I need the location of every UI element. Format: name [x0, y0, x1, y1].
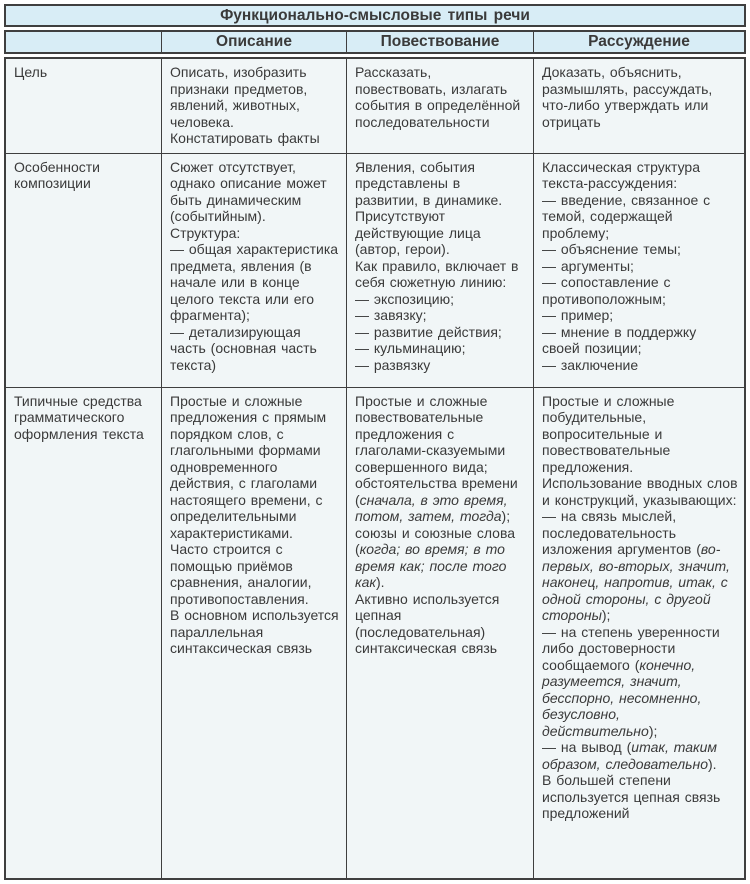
paragraph: — детализирующая часть (основная часть текста)	[170, 323, 317, 373]
cell-goal-description	[162, 59, 347, 154]
column-header-row	[4, 30, 746, 54]
cell-grammar-description	[162, 388, 347, 878]
paragraph: Структура:	[170, 224, 241, 241]
paragraph: — сопоставление с противоположным;	[542, 274, 671, 307]
paragraph: Сюжет отсутствует, однако описание может быть динамическим (событийным).	[170, 158, 327, 225]
paragraph: Активно используется цепная (последовательная) синтаксическая связь	[355, 590, 500, 657]
paragraph: Описать, изобразить признаки предметов, явлений, животных, человека. Констатировать факты	[170, 64, 320, 147]
paragraph: Присутствуют действующие лица (автор, герои).	[355, 208, 481, 258]
table-body	[4, 57, 746, 880]
paragraph: — объяснение темы;	[542, 241, 681, 258]
row-label-grammar-means: Типичные средства грамматического оформления текста	[6, 388, 162, 878]
paragraph: В основном используется параллельная синтаксическая связь	[170, 607, 339, 657]
paragraph: — кульминацию;	[355, 340, 466, 357]
cell-composition-narration	[347, 154, 534, 388]
paragraph: Простые и сложные повествовательные предложения с глаголами-сказуемыми совершенного вида; обстоятельства времени (сначала, в это время, потом, затем, тогда); союзы и союзные слова (когда; во время; в то время как; после того как).	[355, 392, 518, 591]
table-title-text: Функционально-смысловые типы речи	[220, 6, 530, 24]
column-header-description: Описание	[162, 32, 347, 52]
paragraph: Использование вводных слов и конструкций, указывающих:	[542, 475, 738, 508]
paragraph: — мнение в поддержку своей позиции;	[542, 323, 697, 357]
paragraph: — на связь мыслей, последовательность изложения аргументов (во-первых, во-вторых, значит, наконец, напротив, итак, с одной стороны, с другой стороны);	[542, 508, 730, 624]
cell-composition-reasoning	[534, 154, 744, 388]
cell-grammar-narration	[347, 388, 534, 878]
paragraph: Рассказать, повествовать, излагать события в определённой последовательности	[355, 64, 521, 130]
paragraph: — экспозицию;	[355, 290, 454, 307]
paragraph: Часто строится с помощью приёмов сравнения, аналогии, противопоставления.	[170, 541, 312, 607]
paragraph: — аргументы;	[542, 257, 634, 274]
paragraph: Как правило, включает в себя сюжетную линию:	[355, 257, 519, 291]
paragraph: — завязку;	[355, 307, 427, 324]
paragraph: — на вывод (итак, таким образом, следовательно).	[542, 739, 718, 772]
cell-goal-narration	[347, 59, 534, 154]
corner-cell	[6, 32, 162, 52]
paragraph: Явления, события представлены в развитии, в динамике.	[355, 158, 503, 208]
paragraph: Доказать, объяснить, размышлять, рассуждать, что-либо утверждать или отрицать	[542, 64, 713, 130]
paragraph: — заключение	[542, 356, 639, 373]
paragraph: — на степень уверенности либо достоверности сообщаемого (конечно, разумеется, значит, бесспорно, несомненно, безусловно, действительно);	[542, 623, 720, 739]
paragraph: В большей степени используется цепная связь предложений	[542, 772, 721, 822]
paragraph: — введение, связанное с темой, содержащей проблему;	[542, 191, 711, 241]
column-header-narration: Повествование	[347, 32, 534, 52]
cell-grammar-reasoning	[534, 388, 744, 878]
paragraph: — общая характеристика предмета, явления (в начале или в конце целого текста или его фрагмента);	[170, 241, 339, 324]
row-label-composition-features: Особенности композиции	[6, 154, 162, 388]
column-header-reasoning: Рассуждение	[588, 33, 690, 50]
paragraph: — развязку	[355, 356, 431, 373]
row-label-goal: Цель	[6, 59, 162, 154]
paragraph: — пример;	[542, 307, 614, 324]
paragraph: — развитие действия;	[355, 323, 502, 340]
paragraph: Простые и сложные побудительные, вопросительные и повествовательные предложения.	[542, 392, 675, 475]
table-title	[4, 4, 746, 27]
cell-composition-description	[162, 154, 347, 388]
paragraph: Классическая структура текста-рассуждения:	[542, 158, 701, 192]
cell-goal-reasoning	[534, 59, 744, 154]
paragraph: Простые и сложные предложения с прямым порядком слов, с глагольными формами одновременного действия, с глаголами настоящего времени, с определительными характеристиками.	[170, 392, 327, 541]
